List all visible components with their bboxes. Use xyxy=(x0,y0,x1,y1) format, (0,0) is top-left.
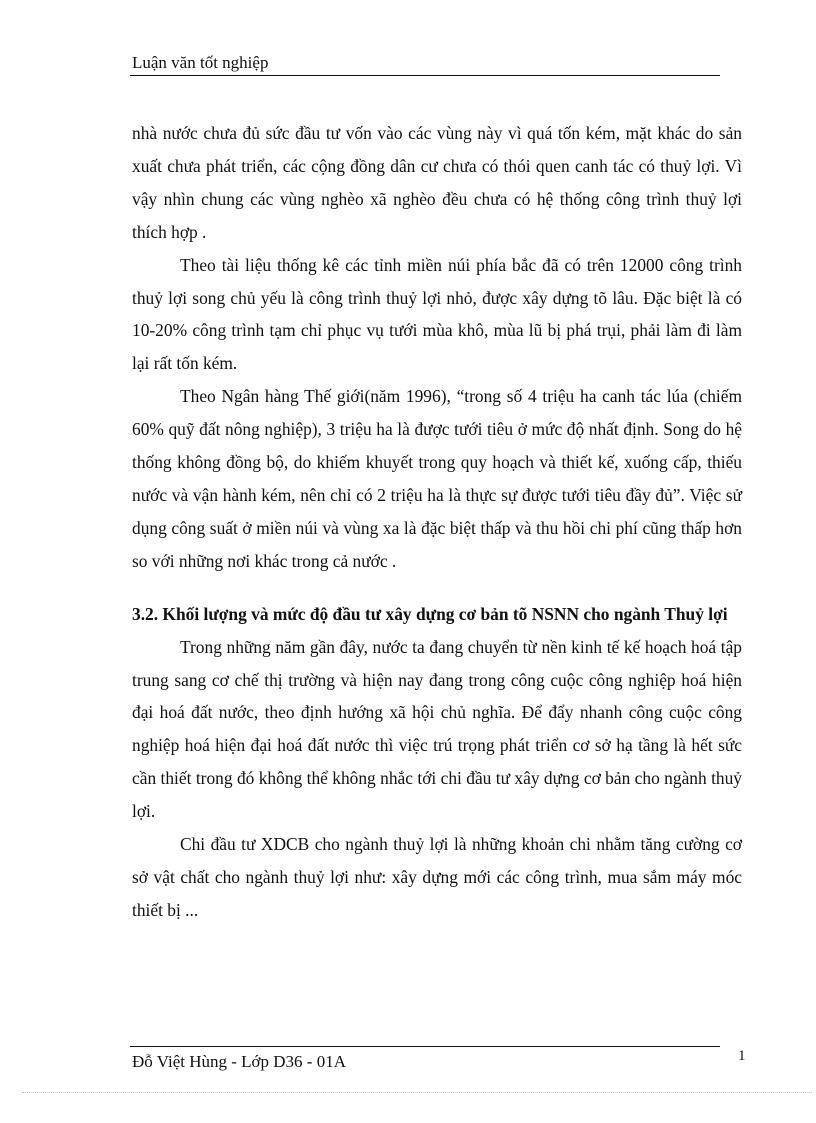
footer-divider xyxy=(130,1046,720,1047)
page-edge-divider xyxy=(22,1092,812,1093)
header-divider xyxy=(130,75,720,76)
paragraph-investment-definition: Chi đầu tư XDCB cho ngành thuỷ lợi là những khoản chi nhằm tăng cường cơ sở vật chất cho ngành thuỷ lợi như: xây dựng mới các công trình, mua sắm máy móc thiết bị ... xyxy=(132,834,742,920)
paragraph-world-bank: Theo Ngân hàng Thế giới(năm 1996), “trong số 4 triệu ha canh tác lúa (chiếm 60% quỹ đất nông nghiệp), 3 triệu ha là được tưới tiêu ở mức độ nhất định. Song do hệ thống không đồng bộ, do khiếm khuyết trong quy hoạch và thiết kế, xuống cấp, thiếu nước và vận hành kém, nên chỉ có 2 triệu ha là thực sự được tưới tiêu đầy đủ”. Việc sử dụng công suất ở miền núi và vùng xa là đặc biệt thấp và thu hồi chi phí cũng thấp hơn so với những nơi khác trong cả nước . xyxy=(132,386,742,571)
body-content xyxy=(132,117,742,927)
footer-author: Đỗ Việt Hùng - Lớp D36 - 01A xyxy=(132,1052,346,1071)
page-number: 1 xyxy=(738,1048,746,1064)
section-heading: 3.2. Khối lượng và mức độ đầu tư xây dựng cơ bản tõ NSNN cho ngành Thuỷ lợi xyxy=(132,603,728,624)
paragraph-industrialization: Trong những năm gần đây, nước ta đang chuyển từ nền kinh tế kế hoạch hoá tập trung sang cơ chế thị trường và hiện nay đang trong công cuộc công nghiệp hoá hiện đại hoá đất nước, theo định hướng xã hội chủ nghĩa. Để đẩy nhanh công cuộc công nghiệp hoá hiện đại hoá đất nước thì việc trú trọng phát triển cơ sở hạ tầng là hết sức cần thiết trong đó không thể không nhắc tới chi đầu tư xây dựng cơ bản cho ngành thuỷ lợi. xyxy=(132,636,742,822)
paragraph-continuation: nhà nước chưa đủ sức đầu tư vốn vào các vùng này vì quá tốn kém, mặt khác do sản xuất chưa phát triển, các cộng đồng dân cư chưa có thói quen canh tác có thuỷ lợi. Vì vậy nhìn chung các vùng nghèo xã nghèo đều chưa có hệ thống công trình thuỷ lợi thích hợp . xyxy=(132,123,742,242)
paragraph-statistics: Theo tài liệu thống kê các tỉnh miền núi phía bắc đã có trên 12000 công trình thuỷ lợi song chủ yếu là công trình thuỷ lợi nhỏ, được xây dựng tõ lâu. Đặc biệt là có 10-20% công trình tạm chỉ phục vụ tưới mùa khô, mùa lũ bị phá trụi, phải làm đi làm lại rất tốn kém. xyxy=(132,254,742,374)
header-title: Luận văn tốt nghiệp xyxy=(132,53,269,72)
